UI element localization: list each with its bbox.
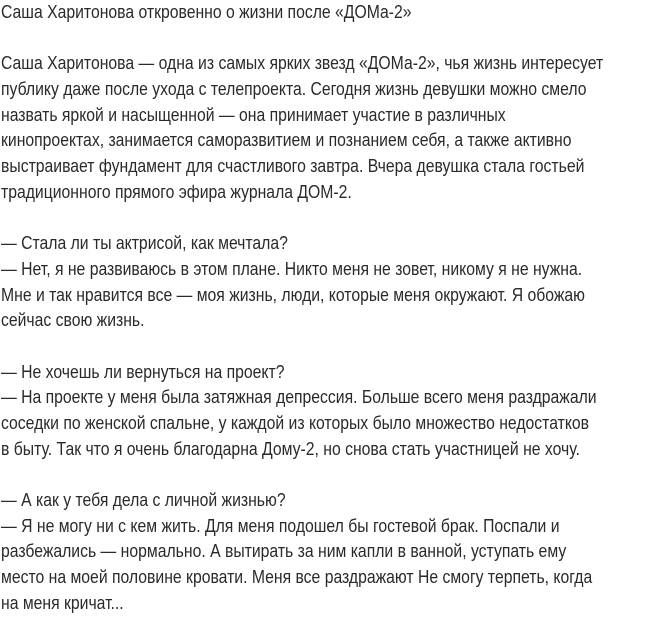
qa-paragraph <box>1 231 670 334</box>
text-line: — Я не могу ни с кем жить. Для меня подошел бы гостевой брак. Поспали и <box>1 515 560 536</box>
text-line: на меня кричат... <box>1 592 124 613</box>
text-line: Мне и так нравится все — моя жизнь, люди, которые меня окружают. Я обожаю <box>1 284 585 305</box>
text-line: традиционного прямого эфира журнала ДОМ-2. <box>1 181 352 202</box>
text-line: назвать яркой и насыщенной — она принимает участие в различных <box>1 104 506 125</box>
text-line: — Стала ли ты актрисой, как мечтала? <box>1 233 288 254</box>
text-line: выстраивает фундамент для счастливого завтра. Вчера девушка стала гостьей <box>1 156 585 177</box>
text-line: место на моей половине кровати. Меня все раздражают Не смогу терпеть, когда <box>1 567 593 588</box>
text-line: в быту. Так что я очень благодарна Дому-2, но снова стать участницей не хочу. <box>1 438 580 459</box>
text-line: — Нет, я не развиваюсь в этом плане. Никто меня не зовет, никому я не нужна. <box>1 258 583 279</box>
text-line: публику даже после ухода с телепроекта. Сегодня жизнь девушки можно смело <box>1 79 587 100</box>
intro-paragraph <box>1 51 670 205</box>
article-body <box>1 51 670 616</box>
text-line: разбежались — нормально. А вытирать за ним капли в ванной, уступать ему <box>1 541 567 562</box>
text-line: кинопроектах, занимается саморазвитием и познанием себя, а также активно <box>1 130 572 151</box>
text-line: Саша Харитонова — одна из самых ярких звезд «ДОМа-2», чья жизнь интересует <box>1 53 604 74</box>
text-line: — Не хочешь ли вернуться на проект? <box>1 361 285 382</box>
text-line: — На проекте у меня была затяжная депрессия. Больше всего меня раздражали <box>1 387 597 408</box>
text-line: сейчас свою жизнь. <box>1 310 145 331</box>
qa-paragraph <box>1 488 670 616</box>
article-title: Саша Харитонова откровенно о жизни после «ДОМа-2» <box>1 2 412 22</box>
text-line: — А как у тебя дела с личной жизнью? <box>1 490 286 511</box>
text-line: соседки по женской спальне, у каждой из которых было множество недостатков <box>1 413 590 433</box>
qa-paragraph <box>1 360 670 463</box>
